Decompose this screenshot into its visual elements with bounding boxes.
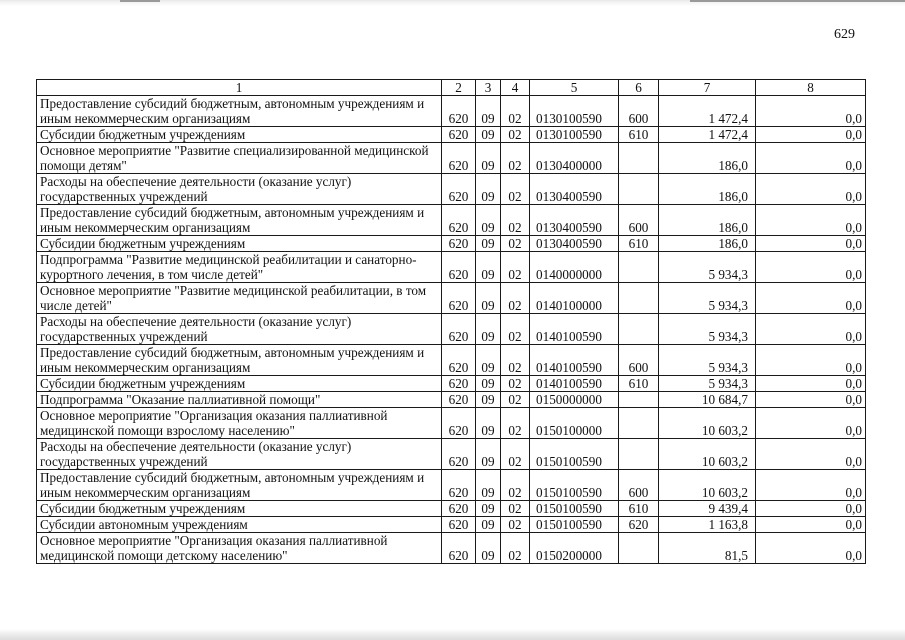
- row-name-cell: Расходы на обеспечение деятельности (оказание услуг) государственных учреждений: [37, 174, 442, 205]
- row-rz-cell: 09: [476, 174, 501, 205]
- page-number: 629: [834, 27, 855, 42]
- row-csr-cell: 0150000000: [530, 392, 619, 408]
- row-vr-cell: 600: [619, 205, 659, 236]
- row-gr-cell: 620: [442, 439, 476, 470]
- row-rz-cell: 09: [476, 314, 501, 345]
- row-pr-cell: 02: [501, 283, 530, 314]
- row-gr-cell: 620: [442, 205, 476, 236]
- column-header: 3: [476, 80, 501, 96]
- row-rz-cell: 09: [476, 439, 501, 470]
- row-vr-cell: 600: [619, 345, 659, 376]
- row-sum-cell: 186,0: [659, 143, 756, 174]
- row-csr-cell: 0150100590: [530, 439, 619, 470]
- row-rz-cell: 09: [476, 143, 501, 174]
- row-rz-cell: 09: [476, 408, 501, 439]
- row-csr-cell: 0140100590: [530, 345, 619, 376]
- row-sum-cell: 0,0: [756, 174, 866, 205]
- row-sum-cell: 0,0: [756, 314, 866, 345]
- row-sum-cell: 0,0: [756, 408, 866, 439]
- row-sum-cell: 1 472,4: [659, 127, 756, 143]
- row-rz-cell: 09: [476, 127, 501, 143]
- row-gr-cell: 620: [442, 174, 476, 205]
- column-header: 2: [442, 80, 476, 96]
- row-gr-cell: 620: [442, 470, 476, 501]
- row-vr-cell: 610: [619, 376, 659, 392]
- row-vr-cell: [619, 314, 659, 345]
- row-vr-cell: [619, 143, 659, 174]
- row-csr-cell: 0150100590: [530, 501, 619, 517]
- row-csr-cell: 0130400590: [530, 205, 619, 236]
- row-sum-cell: 0,0: [756, 439, 866, 470]
- row-gr-cell: 620: [442, 392, 476, 408]
- row-pr-cell: 02: [501, 127, 530, 143]
- row-pr-cell: 02: [501, 501, 530, 517]
- row-rz-cell: 09: [476, 533, 501, 564]
- row-pr-cell: 02: [501, 314, 530, 345]
- row-name-cell: Основное мероприятие "Организация оказания паллиативной медицинской помощи детскому населению": [37, 533, 442, 564]
- row-gr-cell: 620: [442, 252, 476, 283]
- row-name-cell: Субсидии бюджетным учреждениям: [37, 376, 442, 392]
- row-name-cell: Предоставление субсидий бюджетным, автономным учреждениям и иным некоммерческим организациям: [37, 470, 442, 501]
- table-row: [37, 392, 866, 408]
- row-pr-cell: 02: [501, 174, 530, 205]
- row-name-cell: Предоставление субсидий бюджетным, автономным учреждениям и иным некоммерческим организациям: [37, 205, 442, 236]
- table-row: [37, 252, 866, 283]
- table-row: [37, 143, 866, 174]
- row-gr-cell: 620: [442, 533, 476, 564]
- row-sum-cell: 0,0: [756, 96, 866, 127]
- row-vr-cell: [619, 392, 659, 408]
- row-sum-cell: 0,0: [756, 392, 866, 408]
- row-csr-cell: 0130400000: [530, 143, 619, 174]
- row-sum-cell: 0,0: [756, 283, 866, 314]
- row-gr-cell: 620: [442, 127, 476, 143]
- table-row: [37, 283, 866, 314]
- row-sum-cell: 0,0: [756, 205, 866, 236]
- row-sum-cell: 5 934,3: [659, 314, 756, 345]
- row-name-cell: Основное мероприятие "Развитие медицинской реабилитации, в том числе детей": [37, 283, 442, 314]
- row-rz-cell: 09: [476, 392, 501, 408]
- table-row: [37, 470, 866, 501]
- scan-artifact: [690, 0, 905, 2]
- row-sum-cell: 10 603,2: [659, 408, 756, 439]
- row-name-cell: Расходы на обеспечение деятельности (оказание услуг) государственных учреждений: [37, 314, 442, 345]
- row-vr-cell: [619, 533, 659, 564]
- row-csr-cell: 0140100000: [530, 283, 619, 314]
- table-row: [37, 408, 866, 439]
- row-sum-cell: 186,0: [659, 236, 756, 252]
- row-sum-cell: 10 603,2: [659, 439, 756, 470]
- row-gr-cell: 620: [442, 283, 476, 314]
- row-pr-cell: 02: [501, 517, 530, 533]
- row-sum-cell: 5 934,3: [659, 345, 756, 376]
- table-row: [37, 439, 866, 470]
- row-sum-cell: 5 934,3: [659, 283, 756, 314]
- row-name-cell: Субсидии бюджетным учреждениям: [37, 501, 442, 517]
- row-rz-cell: 09: [476, 345, 501, 376]
- row-name-cell: Подпрограмма "Развитие медицинской реабилитации и санаторно-курортного лечения, в том числе детей": [37, 252, 442, 283]
- row-pr-cell: 02: [501, 408, 530, 439]
- column-header: 8: [756, 80, 866, 96]
- scan-artifact: [120, 0, 160, 2]
- row-rz-cell: 09: [476, 252, 501, 283]
- row-csr-cell: 0150100590: [530, 470, 619, 501]
- row-pr-cell: 02: [501, 252, 530, 283]
- row-csr-cell: 0140100590: [530, 314, 619, 345]
- row-rz-cell: 09: [476, 236, 501, 252]
- row-name-cell: Основное мероприятие "Организация оказания паллиативной медицинской помощи взрослому населению": [37, 408, 442, 439]
- row-sum-cell: 0,0: [756, 143, 866, 174]
- table-row: [37, 174, 866, 205]
- row-vr-cell: 610: [619, 501, 659, 517]
- row-sum-cell: 0,0: [756, 517, 866, 533]
- column-header: 5: [530, 80, 619, 96]
- row-sum-cell: 0,0: [756, 376, 866, 392]
- table-row: [37, 345, 866, 376]
- row-vr-cell: 610: [619, 127, 659, 143]
- row-rz-cell: 09: [476, 205, 501, 236]
- row-sum-cell: 0,0: [756, 345, 866, 376]
- row-name-cell: Расходы на обеспечение деятельности (оказание услуг) государственных учреждений: [37, 439, 442, 470]
- row-pr-cell: 02: [501, 470, 530, 501]
- table-row: [37, 501, 866, 517]
- row-gr-cell: 620: [442, 408, 476, 439]
- table-row: [37, 517, 866, 533]
- column-header: 6: [619, 80, 659, 96]
- row-sum-cell: 0,0: [756, 236, 866, 252]
- row-pr-cell: 02: [501, 96, 530, 127]
- row-sum-cell: 0,0: [756, 470, 866, 501]
- row-sum-cell: 0,0: [756, 501, 866, 517]
- row-pr-cell: 02: [501, 376, 530, 392]
- row-sum-cell: 186,0: [659, 174, 756, 205]
- row-vr-cell: [619, 252, 659, 283]
- row-sum-cell: 186,0: [659, 205, 756, 236]
- row-pr-cell: 02: [501, 392, 530, 408]
- row-gr-cell: 620: [442, 314, 476, 345]
- row-sum-cell: 1 163,8: [659, 517, 756, 533]
- column-header: 4: [501, 80, 530, 96]
- row-gr-cell: 620: [442, 236, 476, 252]
- row-sum-cell: 10 603,2: [659, 470, 756, 501]
- table-row: [37, 376, 866, 392]
- row-name-cell: Основное мероприятие "Развитие специализированной медицинской помощи детям": [37, 143, 442, 174]
- row-gr-cell: 620: [442, 143, 476, 174]
- row-csr-cell: 0150100590: [530, 517, 619, 533]
- row-name-cell: Предоставление субсидий бюджетным, автономным учреждениям и иным некоммерческим организациям: [37, 96, 442, 127]
- row-pr-cell: 02: [501, 533, 530, 564]
- row-csr-cell: 0130100590: [530, 96, 619, 127]
- row-name-cell: Субсидии бюджетным учреждениям: [37, 236, 442, 252]
- table-row: [37, 533, 866, 564]
- row-rz-cell: 09: [476, 283, 501, 314]
- row-pr-cell: 02: [501, 439, 530, 470]
- row-rz-cell: 09: [476, 376, 501, 392]
- table-row: [37, 96, 866, 127]
- row-sum-cell: 5 934,3: [659, 252, 756, 283]
- row-rz-cell: 09: [476, 517, 501, 533]
- table-row: [37, 236, 866, 252]
- row-gr-cell: 620: [442, 501, 476, 517]
- row-vr-cell: 620: [619, 517, 659, 533]
- budget-table: [36, 79, 866, 564]
- row-gr-cell: 620: [442, 96, 476, 127]
- row-vr-cell: [619, 174, 659, 205]
- table-row: [37, 205, 866, 236]
- row-sum-cell: 0,0: [756, 533, 866, 564]
- row-sum-cell: 5 934,3: [659, 376, 756, 392]
- row-name-cell: Субсидии бюджетным учреждениям: [37, 127, 442, 143]
- row-pr-cell: 02: [501, 205, 530, 236]
- row-vr-cell: [619, 439, 659, 470]
- row-name-cell: Предоставление субсидий бюджетным, автономным учреждениям и иным некоммерческим организациям: [37, 345, 442, 376]
- row-pr-cell: 02: [501, 236, 530, 252]
- row-name-cell: Подпрограмма "Оказание паллиативной помощи": [37, 392, 442, 408]
- row-csr-cell: 0140000000: [530, 252, 619, 283]
- row-pr-cell: 02: [501, 345, 530, 376]
- row-csr-cell: 0130400590: [530, 236, 619, 252]
- row-csr-cell: 0130400590: [530, 174, 619, 205]
- table-row: [37, 127, 866, 143]
- row-sum-cell: 0,0: [756, 252, 866, 283]
- row-vr-cell: 600: [619, 96, 659, 127]
- row-sum-cell: 10 684,7: [659, 392, 756, 408]
- row-rz-cell: 09: [476, 96, 501, 127]
- row-sum-cell: 81,5: [659, 533, 756, 564]
- row-gr-cell: 620: [442, 376, 476, 392]
- table-row: [37, 314, 866, 345]
- row-csr-cell: 0150200000: [530, 533, 619, 564]
- row-rz-cell: 09: [476, 470, 501, 501]
- row-vr-cell: [619, 408, 659, 439]
- row-name-cell: Субсидии автономным учреждениям: [37, 517, 442, 533]
- row-csr-cell: 0150100000: [530, 408, 619, 439]
- row-vr-cell: 600: [619, 470, 659, 501]
- row-sum-cell: 9 439,4: [659, 501, 756, 517]
- row-vr-cell: [619, 283, 659, 314]
- column-header: 7: [659, 80, 756, 96]
- row-vr-cell: 610: [619, 236, 659, 252]
- scan-bottom-edge: [0, 629, 905, 640]
- row-csr-cell: 0130100590: [530, 127, 619, 143]
- row-rz-cell: 09: [476, 501, 501, 517]
- row-pr-cell: 02: [501, 143, 530, 174]
- row-gr-cell: 620: [442, 517, 476, 533]
- row-sum-cell: 1 472,4: [659, 96, 756, 127]
- table-header-row: [37, 80, 866, 96]
- column-header: 1: [37, 80, 442, 96]
- row-csr-cell: 0140100590: [530, 376, 619, 392]
- row-gr-cell: 620: [442, 345, 476, 376]
- row-sum-cell: 0,0: [756, 127, 866, 143]
